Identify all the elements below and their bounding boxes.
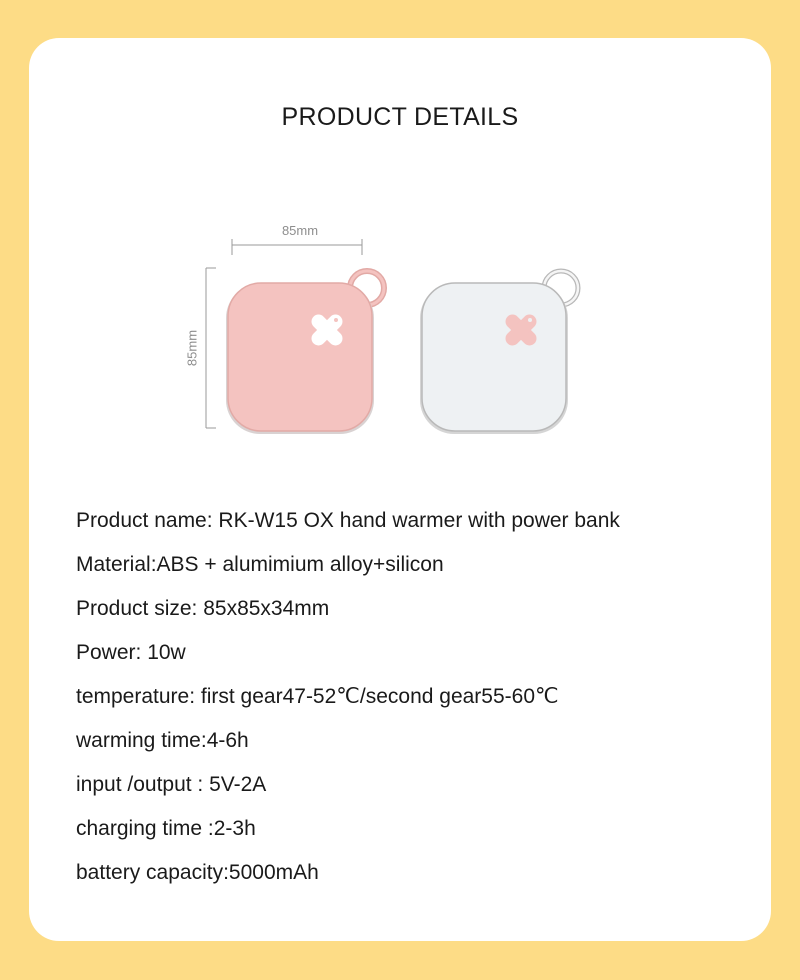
product-illustration (180, 210, 600, 450)
spec-warming-time: warming time:4-6h (76, 729, 249, 752)
spec-material: Material:ABS + alumimium alloy+silicon (76, 553, 444, 576)
white-hand-warmer (420, 271, 578, 434)
spec-temperature: temperature: first gear47-52℃/second gear55-60℃ (76, 685, 559, 708)
spec-battery-capacity: battery capacity:5000mAh (76, 861, 319, 884)
height-dimension (184, 268, 216, 428)
spec-product-size: Product size: 85x85x34mm (76, 597, 330, 620)
spec-product-name: Product name: RK-W15 OX hand warmer with power bank (76, 509, 620, 532)
width-dimension (232, 223, 362, 255)
height-label: 85mm (184, 329, 200, 367)
spec-list (76, 507, 620, 903)
spec-input-output: input /output : 5V-2A (76, 773, 267, 796)
pink-hand-warmer (226, 271, 384, 434)
spec-charging-time: charging time :2-3h (76, 817, 256, 840)
spec-power: Power: 10w (76, 641, 186, 664)
width-label: 85mm (281, 223, 319, 238)
page-title: PRODUCT DETAILS (281, 103, 519, 131)
